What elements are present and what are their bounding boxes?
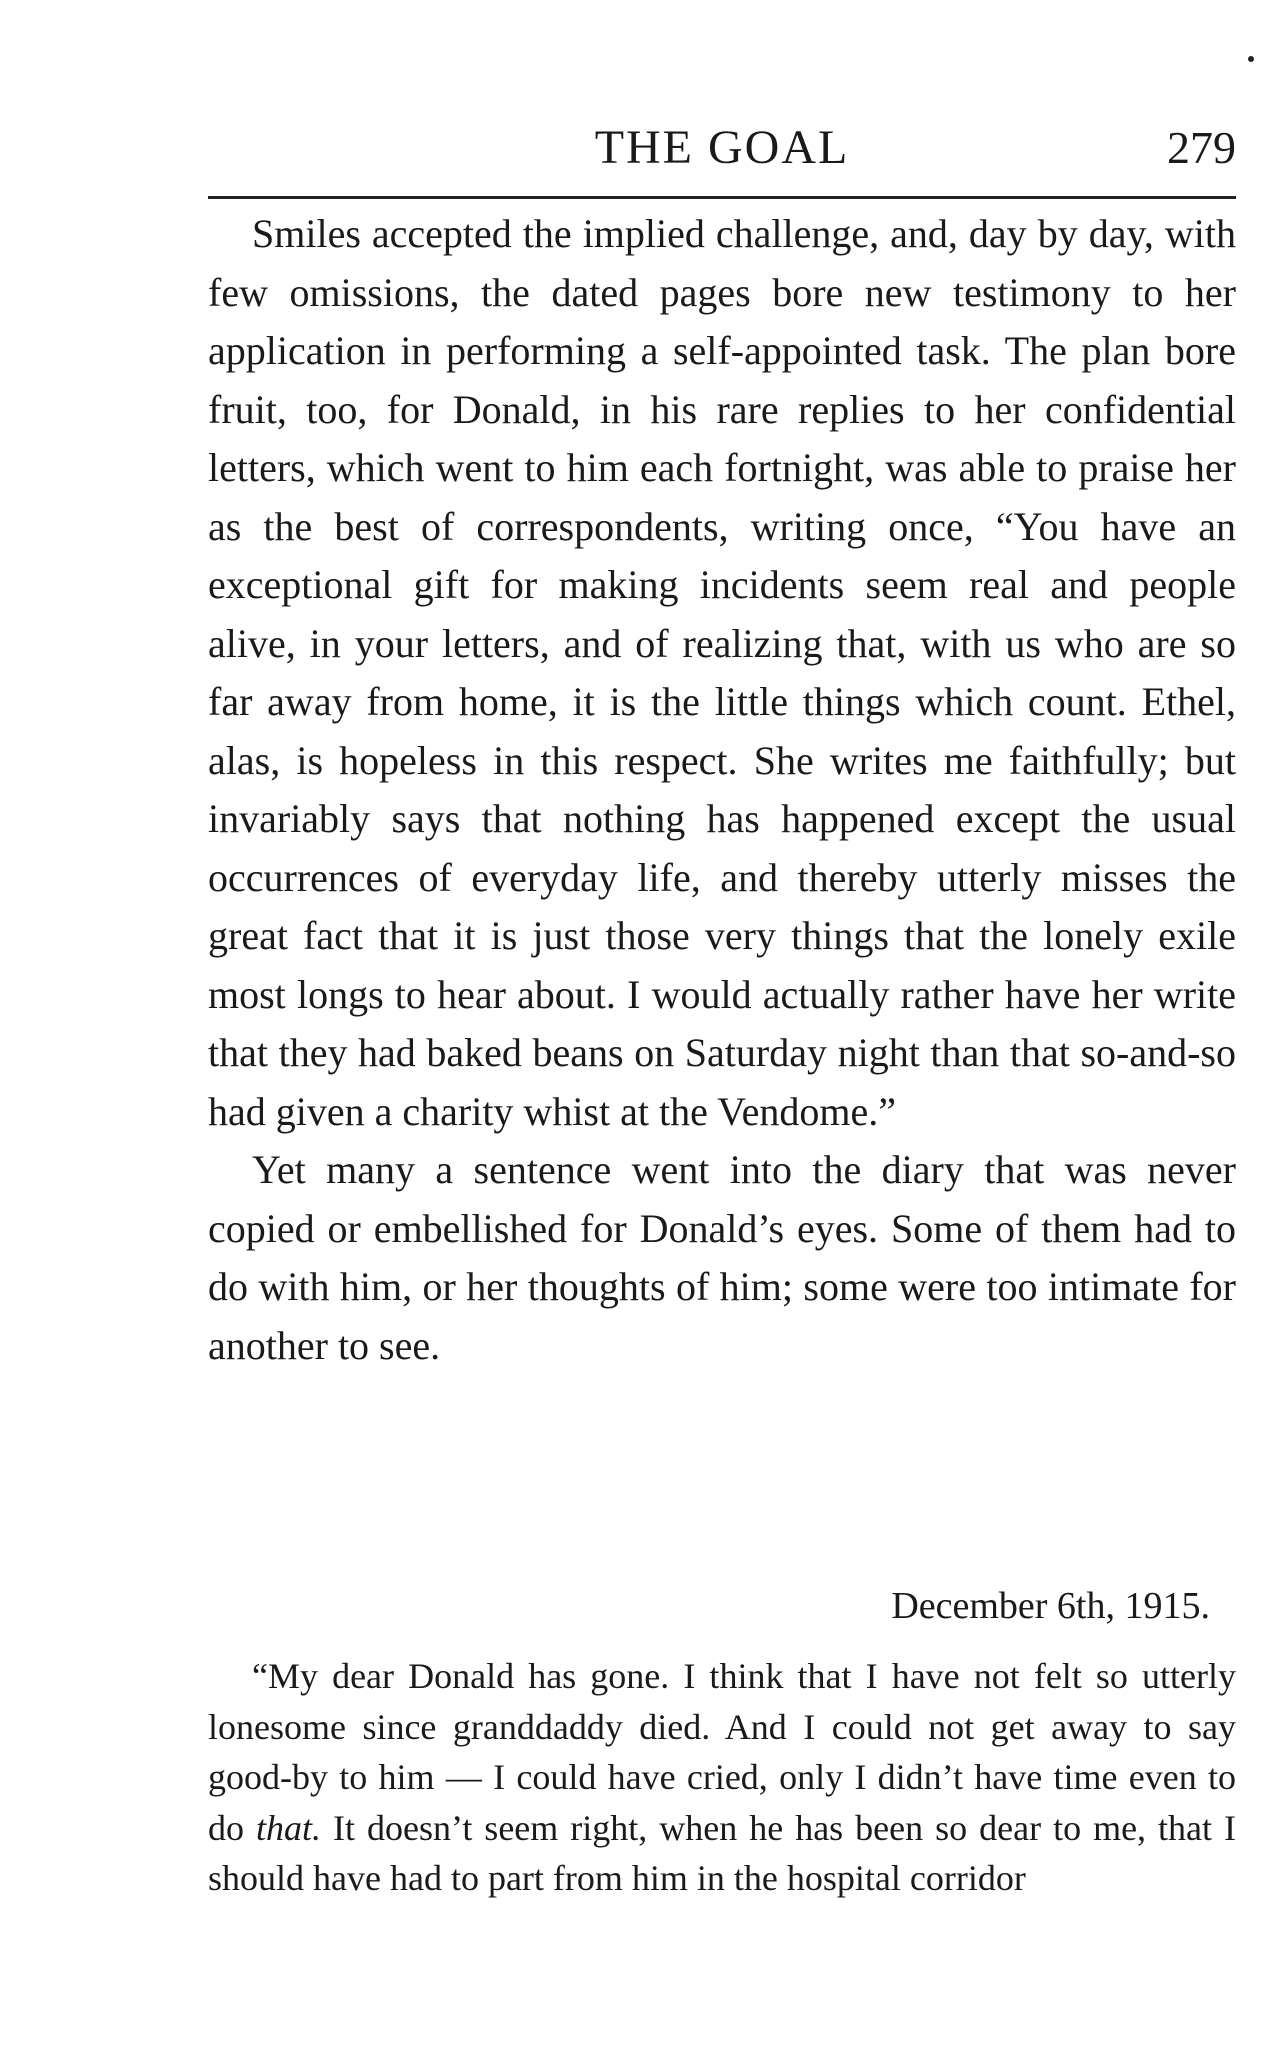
diary-text-after: It doesn’t seem right, when he has been so dear to me, that I should have had to part from him in the hospital corridor (208, 1807, 1237, 1898)
paragraph-2: Yet many a sentence went into the diary that was never copied or embellished for Donald’s eyes. Some of them had to do with him, or her thoughts of him; some were too intimate for another to see. (208, 1147, 1236, 1368)
body-text (208, 205, 1236, 1375)
page-number: 279 (1167, 122, 1236, 173)
ink-speck (1248, 56, 1254, 62)
diary-entry (208, 1651, 1236, 1904)
diary-text-before: “My dear Donald has gone. I think that I have not felt so utterly lonesome since granddaddy died. And I could not get away to say good-by to him — I could have cried, only I didn’t have time even to do (208, 1656, 1236, 1848)
header-rule (208, 196, 1236, 199)
page-header (208, 118, 1236, 178)
paragraph-1: Smiles accepted the implied challenge, and, day by day, with few omissions, the dated pages bore new testimony to her application in performing a self-appointed task. The plan bore fruit, too, for Donald, in his rare replies to her confidential letters, which went to him each fortnight, was able to praise her as the best of correspondents, writing once, “You have an exceptional gift for making incidents seem real and people alive, in your letters, and of realizing that, with us who are so far away from home, it is the little things which count. Ethel, alas, is hopeless in this respect. She writes me faithfully; but invariably says that nothing has happened except the usual occurrences of everyday life, and thereby utterly misses the great fact that it is just those very things that the lonely exile most longs to hear about. I would actually rather have her write that they had baked beans on Saturday night than that so-and-so had given a charity whist at the Vendome.” (208, 211, 1236, 1134)
diary-date: December 6th, 1915. (891, 1585, 1210, 1627)
running-head: THE GOAL (594, 121, 850, 174)
diary-paragraph (208, 1651, 1236, 1904)
diary-italic-word: that. (256, 1807, 322, 1848)
